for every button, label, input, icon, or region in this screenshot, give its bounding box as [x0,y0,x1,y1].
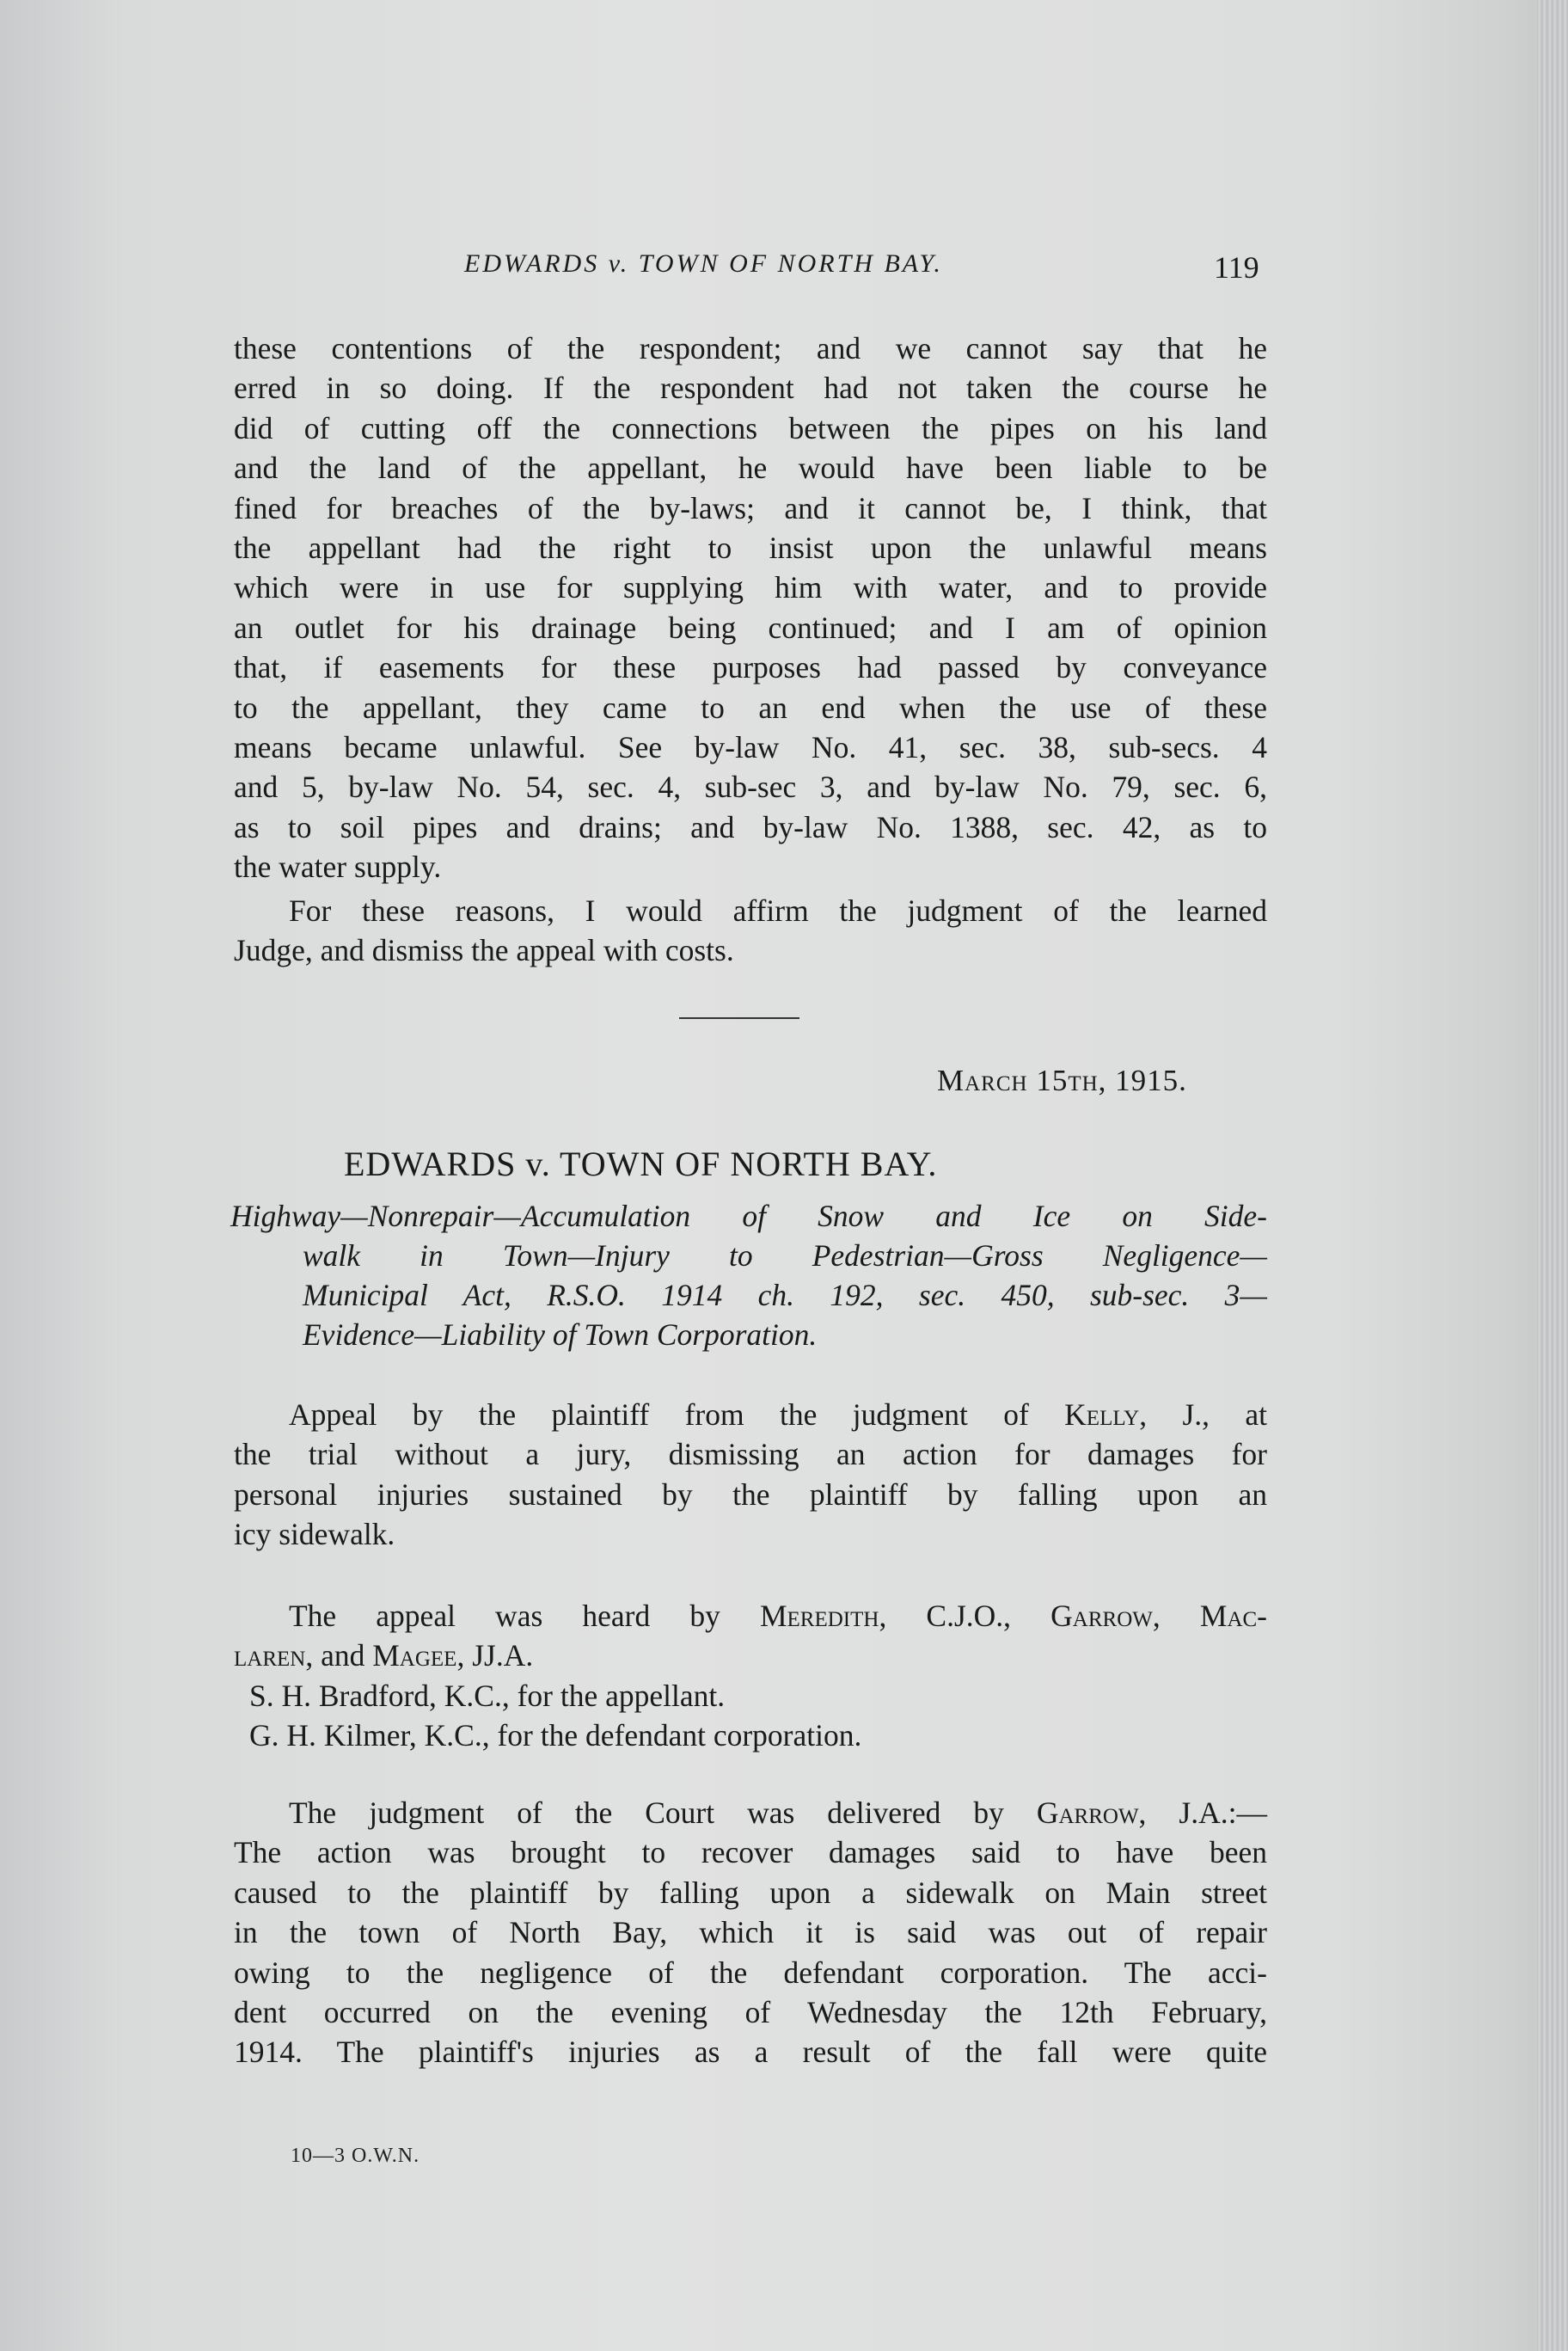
text-line: dent occurred on the evening of Wednesday the 12th February, [234,1994,1267,2029]
text-line: 1914. The plaintiff's injuries as a result of the fall were quite [234,2035,1267,2070]
text-line: means became unlawful. See by-law No. 41, sec. 38, sub-secs. 4 [234,729,1267,764]
page-number: 119 [1214,250,1259,285]
counsel-appellant: S. H. Bradford, K.C., for the appellant. [249,1678,726,1713]
text-line: owing to the negligence of the defendant corporation. The acci- [234,1955,1267,1990]
section-divider [679,1017,799,1019]
previous-case-text [234,328,1267,887]
counsel-defendant: G. H. Kilmer, K.C., for the defendant corporation. [249,1718,862,1753]
judge-name: laren [234,1638,306,1673]
judge-name: Mac- [1199,1599,1267,1633]
text-line: caused to the plaintiff by falling upon a sidewalk on Main street [234,1875,1267,1910]
judge-name: Magee [372,1638,457,1673]
text-line: the trial without a jury, dismissing an action for damages for [234,1437,1267,1472]
running-head: EDWARDS v. TOWN OF NORTH BAY. [464,249,943,278]
text-line: which were in use for supplying him with water, and to provide [234,570,1267,605]
page-edge-shadow [1537,0,1568,2351]
text-segment: , JJ.A. [456,1638,534,1673]
text-line [234,1395,1267,1434]
text-line: fined for breaches of the by-laws; and it cannot be, I think, that [234,490,1267,525]
text-line: Judge, and dismiss the appeal with costs. [234,933,734,968]
text-line: in the town of North Bay, which it is said was out of repair [234,1915,1267,1950]
text-line: For these reasons, I would affirm the judgment of the learned [289,893,1267,928]
case-title: EDWARDS v. TOWN OF NORTH BAY. [344,1145,938,1183]
text-line: The action was brought to recover damages said to have been [234,1835,1267,1870]
text-line: personal injuries sustained by the plaintiff by falling upon an [234,1476,1267,1512]
text-line [234,1636,1267,1675]
headnote-line: Evidence—Liability of Town Corporation. [303,1317,818,1352]
text-line: did of cutting off the connections between the pipes on his land [234,410,1267,445]
conclusion-paragraph [234,891,1267,971]
hearing-paragraph [234,1596,1267,1756]
text-line [234,1596,1267,1636]
text-segment: , J., at [1139,1397,1268,1432]
text-line: and 5, by-law No. 54, sec. 4, sub-sec 3, and by-law No. 79, sec. 6, [234,770,1267,805]
judge-name: Meredith [759,1599,879,1633]
headnote-line: Municipal Act, R.S.O. 1914 ch. 192, sec. 450, sub-sec. 3— [303,1278,1267,1312]
text-segment: , [1152,1599,1200,1633]
text-line: icy sidewalk. [234,1517,395,1552]
text-segment: The appeal was heard by [289,1599,760,1633]
text-line: and the land of the appellant, he would have been liable to be [234,451,1267,486]
text-line: the water supply. [234,850,442,885]
appeal-paragraph [234,1395,1267,1555]
text-line: these contentions of the respondent; and we cannot say that he [234,331,1267,365]
text-segment: The judgment of the Court was delivered by [289,1795,1037,1830]
text-line [234,1793,1267,1832]
case-date: March 15th, 1915. [937,1064,1187,1097]
judge-name: Garrow [1050,1599,1153,1633]
judge-name: Kelly [1064,1397,1140,1432]
text-line: as to soil pipes and drains; and by-law No. 1388, sec. 42, as to [234,809,1267,844]
headnote-line: Highway—Nonrepair—Accumulation of Snow and Ice on Side- [230,1199,1267,1233]
headnote [230,1196,1267,1354]
text-segment: Appeal by the plaintiff from the judgment of [289,1397,1065,1432]
text-line: an outlet for his drainage being continued; and I am of opinion [234,610,1267,645]
text-segment: , J.A.:— [1138,1795,1267,1830]
signature-mark: 10—3 O.W.N. [291,2145,420,2167]
text-segment: , and [305,1638,373,1673]
text-line: that, if easements for these purposes had passed by conveyance [234,650,1267,685]
text-line: erred in so doing. If the respondent had not taken the course he [234,371,1267,406]
text-line: to the appellant, they came to an end when the use of these [234,690,1267,725]
judgment-paragraph [234,1793,1267,2072]
headnote-line: walk in Town—Injury to Pedestrian—Gross Negligence— [303,1238,1267,1273]
judge-name: Garrow [1036,1795,1139,1830]
text-line: the appellant had the right to insist upon the unlawful means [234,530,1267,565]
text-segment: , C.J.O., [879,1599,1051,1633]
